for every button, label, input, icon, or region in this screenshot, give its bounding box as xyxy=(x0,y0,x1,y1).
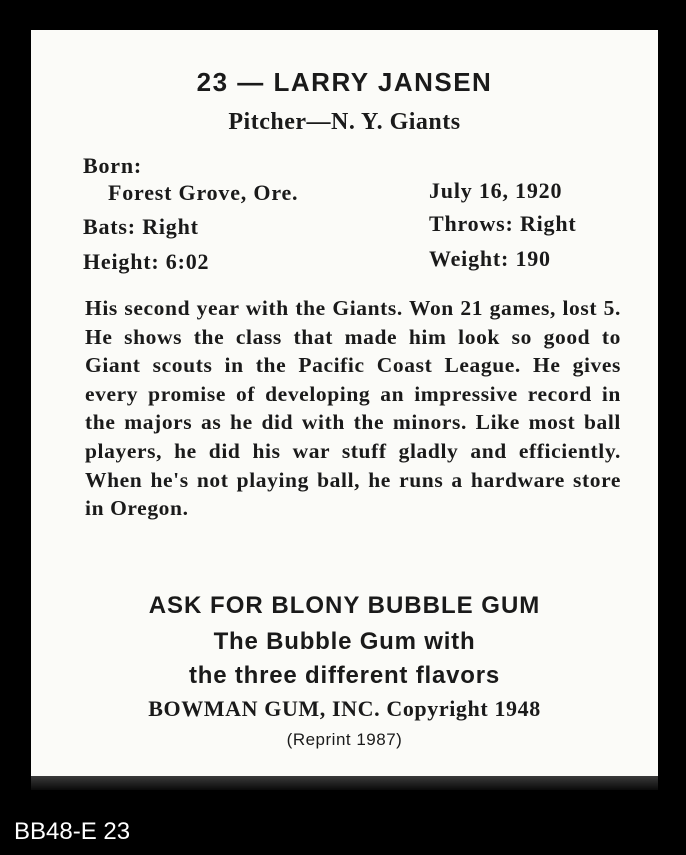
ad-headline: ASK FOR BLONY BUBBLE GUM xyxy=(148,592,541,619)
card-back xyxy=(31,30,658,776)
card-subtitle: Pitcher—N. Y. Giants xyxy=(228,109,461,135)
birthdate: July 16, 1920 xyxy=(429,178,563,203)
copyright-line: BOWMAN GUM, INC. Copyright 1948 xyxy=(148,696,541,721)
throws-stat: Throws: Right xyxy=(429,211,577,236)
ad-line-2: The Bubble Gum with xyxy=(213,628,476,655)
catalog-label: BB48-E 23 xyxy=(14,818,131,845)
card-bottom-edge xyxy=(31,776,658,790)
reprint-note: (Reprint 1987) xyxy=(286,730,403,749)
ad-line-3: the three different flavors xyxy=(189,662,500,689)
born-label: Born: xyxy=(83,153,142,178)
weight-stat: Weight: 190 xyxy=(429,246,551,271)
height-stat: Height: 6:02 xyxy=(83,249,210,274)
birthplace: Forest Grove, Ore. xyxy=(108,180,299,205)
player-bio: His second year with the Giants. Won 21 games, lost 5. He shows the class that made him look so good to Giant scouts in the Pacific Coast League. He gives every promise of developing an impressive record in the majors as he did with the minors. Like most ball players, he did his war stuff gladly and efficiently. When he's not playing ball, he runs a hardware store in Oregon. xyxy=(85,296,621,521)
bats-stat: Bats: Right xyxy=(83,214,199,239)
card-title: 23 — LARRY JANSEN xyxy=(196,67,493,97)
